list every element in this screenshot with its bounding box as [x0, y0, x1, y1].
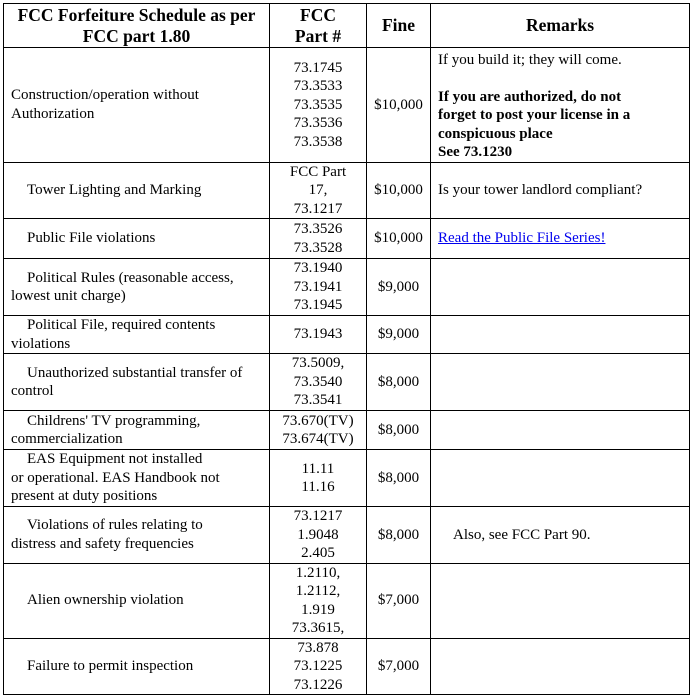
activity-text-line: present at duty positions: [11, 488, 158, 505]
activity-cell: [4, 638, 270, 695]
activity-text-line: violations: [11, 335, 71, 352]
activity-cell: [4, 563, 270, 638]
section-cell: [270, 563, 367, 638]
table-row: [4, 638, 690, 695]
section-number: 73.3538: [293, 133, 343, 150]
section-cell: [270, 316, 367, 354]
public-file-series-link[interactable]: Read the Public File Series!: [438, 230, 606, 247]
section-cell: [270, 259, 367, 316]
fine-cell: $10,000: [367, 162, 431, 219]
activity-text-line: or operational. EAS Handbook not: [11, 469, 220, 486]
section-number: 1.2112,: [295, 583, 341, 599]
section-number: 73.3536: [293, 115, 343, 131]
activity-text-line: lowest unit charge): [11, 288, 126, 304]
section-cell: [270, 48, 367, 163]
activity-text-line: Violations of rules relating to: [27, 517, 203, 534]
section-number: 73.1217: [293, 200, 343, 217]
activity-cell: [4, 48, 270, 163]
section-number: 73.3615,: [291, 620, 345, 636]
section-number: 73.1217: [293, 508, 343, 524]
header-remarks: Remarks: [431, 4, 690, 48]
remark-bold-line: forget to post your license in a: [438, 107, 631, 123]
fine-cell: $8,000: [367, 507, 431, 564]
remarks-cell: [431, 411, 690, 450]
activity-text: Alien ownership violation: [27, 592, 184, 609]
remarks-cell: [431, 259, 690, 316]
header-section: FCC Part #: [270, 4, 367, 48]
table-row: [4, 354, 690, 411]
header-fine: Fine: [367, 4, 431, 48]
activity-text: Public File violations: [27, 230, 156, 247]
section-number: 73.1945: [293, 297, 343, 314]
remarks-cell: Is your tower landlord compliant?: [431, 162, 690, 219]
activity-cell: [4, 507, 270, 564]
table-row: [4, 259, 690, 316]
activity-text: Tower Lighting and Marking: [27, 182, 202, 198]
section-number: 17,: [308, 182, 328, 198]
header-activity: FCC Forfeiture Schedule as per FCC part 1.80: [4, 4, 270, 48]
section-number: 73.1941: [293, 278, 343, 295]
fine-cell: $9,000: [367, 316, 431, 354]
section-number: 11.16: [301, 479, 335, 495]
activity-text-line: control: [11, 383, 54, 399]
section-number: 73.3535: [293, 96, 343, 113]
section-number: 73.1225: [293, 658, 343, 674]
section-number: 73.674(TV): [282, 431, 354, 447]
remarks-cell: [431, 638, 690, 695]
section-cell: [270, 219, 367, 259]
remark-bold-line: If you are authorized, do not: [438, 88, 622, 105]
activity-text: Construction/operation without Authorization: [11, 87, 199, 122]
section-number: 73.3541: [293, 392, 343, 409]
section-cell: [270, 354, 367, 411]
remark-bold-line: conspicuous place: [438, 125, 553, 142]
section-cell: [270, 162, 367, 219]
section-number: 1.2110,: [295, 564, 341, 581]
table-row: [4, 563, 690, 638]
table-row: [4, 450, 690, 507]
activity-cell: [4, 450, 270, 507]
remark-bold-line: See 73.1230: [438, 144, 513, 160]
fine-cell: $9,000: [367, 259, 431, 316]
section-number: 1.919: [301, 601, 335, 618]
fine-cell: $10,000: [367, 219, 431, 259]
section-number: 1.9048: [297, 526, 339, 543]
section-number: 11.11: [301, 460, 335, 477]
section-number: 73.3528: [293, 239, 343, 256]
activity-text-line: Political Rules (reasonable access,: [27, 269, 234, 286]
table-row: [4, 507, 690, 564]
activity-text: Failure to permit inspection: [27, 658, 194, 674]
activity-cell: [4, 411, 270, 450]
activity-text-line: EAS Equipment not installed: [27, 451, 203, 468]
activity-text-line: Unauthorized substantial transfer of: [27, 364, 243, 381]
activity-cell: [4, 219, 270, 259]
remarks-cell: [431, 48, 690, 163]
table-row: [4, 219, 690, 259]
forfeiture-table: [3, 3, 690, 695]
section-number: 73.1940: [293, 260, 343, 277]
activity-text-line: commercialization: [11, 431, 123, 447]
section-cell: [270, 507, 367, 564]
section-number: 73.670(TV): [282, 412, 354, 429]
section-number: 73.3526: [293, 221, 343, 237]
activity-cell: [4, 316, 270, 354]
section-number: 73.5009,: [291, 355, 345, 372]
section-number: FCC Part: [289, 163, 347, 180]
table-row: [4, 411, 690, 450]
table-row: [4, 316, 690, 354]
fine-cell: $10,000: [367, 48, 431, 163]
header-row: [4, 4, 690, 48]
fine-cell: $7,000: [367, 563, 431, 638]
section-cell: [270, 638, 367, 695]
remarks-cell: Also, see FCC Part 90.: [431, 507, 690, 564]
section-number: 73.1943: [293, 326, 343, 343]
section-cell: [270, 411, 367, 450]
activity-text-line: Political File, required contents: [27, 317, 216, 333]
activity-cell: [4, 354, 270, 411]
remarks-cell: [431, 563, 690, 638]
fine-cell: $7,000: [367, 638, 431, 695]
fine-cell: $8,000: [367, 354, 431, 411]
remarks-cell: [431, 450, 690, 507]
remarks-cell: [431, 316, 690, 354]
remarks-cell: [431, 219, 690, 259]
section-number: 73.878: [297, 639, 339, 656]
section-number: 73.3533: [293, 78, 343, 94]
section-number: 2.405: [301, 545, 335, 561]
fine-cell: $8,000: [367, 411, 431, 450]
activity-cell: [4, 162, 270, 219]
table-row: [4, 162, 690, 219]
activity-text-line: distress and safety frequencies: [11, 535, 194, 552]
fine-cell: $8,000: [367, 450, 431, 507]
section-number: 73.3540: [293, 373, 343, 390]
activity-cell: [4, 259, 270, 316]
remarks-cell: [431, 354, 690, 411]
table-row: [4, 48, 690, 163]
activity-text-line: Childrens' TV programming,: [27, 412, 201, 429]
remark-text: If you build it; they will come.: [438, 52, 622, 68]
section-number: 73.1226: [293, 676, 343, 693]
section-cell: [270, 450, 367, 507]
section-number: 73.1745: [293, 59, 343, 76]
